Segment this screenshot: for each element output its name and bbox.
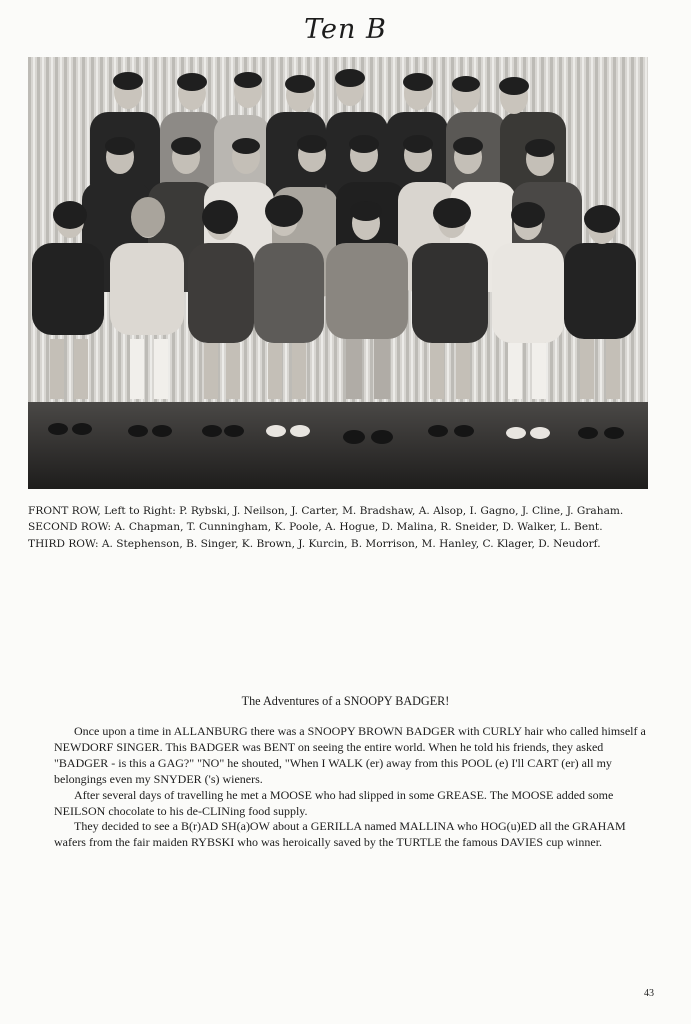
- caption-front-row: FRONT ROW, Left to Right: P. Rybski, J. Neilson, J. Carter, M. Bradshaw, A. Alsop, I. Gagno, J. Cline, J. Graham.: [28, 505, 624, 517]
- photo-caption: [28, 503, 652, 552]
- story-paragraph: After several days of travelling he met a MOOSE who had slipped in some GREASE. The MOOSE added some NEILSON chocolate to his de-CLINing food supply.: [54, 787, 614, 818]
- page-number: 43: [644, 988, 654, 999]
- story-body: [54, 724, 646, 851]
- story-paragraph: Once upon a time in ALLANBURG there was a SNOOPY BROWN BADGER with CURLY hair who called himself a NEWDORF SINGER. This BADGER was BENT on seeing the entire world. When he told his friends, they asked "BADGER - is this a GAG?" "NO" he shouted, "When I WALK (er) away from this POOL (e) I'll CART (er) all my belongings even my SNYDER ('s) wieners.: [54, 724, 646, 786]
- story-title: The Adventures of a SNOOPY BADGER!: [241, 694, 450, 708]
- class-photo: [28, 57, 648, 489]
- caption-second-row: SECOND ROW: A. Chapman, T. Cunningham, K. Poole, A. Hogue, D. Malina, R. Sneider, D. Walker, L. Bent.: [28, 521, 603, 534]
- story-paragraph: They decided to see a B(r)AD SH(a)OW about a GERILLA named MALLINA who HOG(u)ED all the GRAHAM wafers from the fair maiden RYBSKI who was heroically saved by the TURTLE the famous DAVIES cup winner.: [54, 819, 626, 850]
- caption-third-row: THIRD ROW: A. Stephenson, B. Singer, K. Brown, J. Kurcin, B. Morrison, M. Hanley, C. Klager, D. Neudorf.: [28, 537, 601, 550]
- page-title: Ten B: [304, 14, 387, 45]
- class-photo-image: [28, 57, 648, 489]
